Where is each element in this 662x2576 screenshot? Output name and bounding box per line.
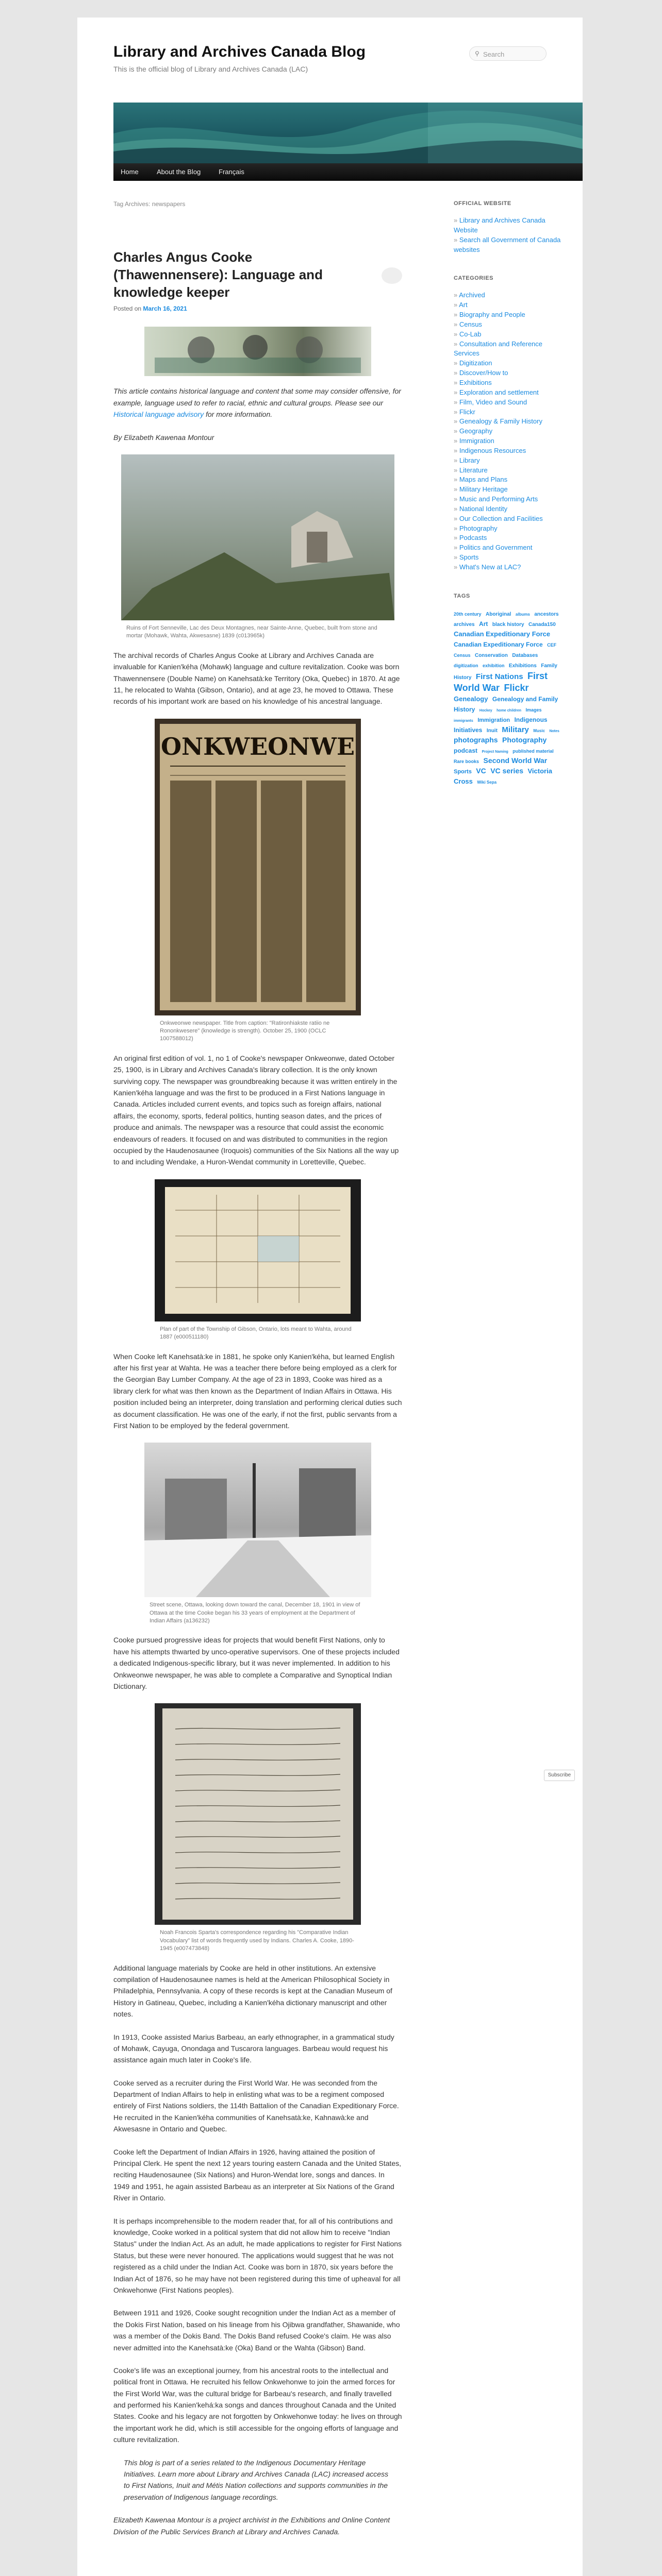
category-label: Literature xyxy=(459,466,488,474)
tag-link[interactable]: Victoria Cross xyxy=(454,767,552,785)
category-item[interactable] xyxy=(454,291,562,300)
category-item[interactable] xyxy=(454,378,562,388)
paragraph-2: An original first edition of vol. 1, no 1 of Cooke's newspaper Onkweonwe, dated October 25, 1900, is in Library and Archives Canada's library collection. It is the only known surviving copy. The newspaper was groundbreaking because it was written entirely in the Kanien'kéha language and was the first to be produced in a First Nations language in Canada. Articles included current events, and topics such as foreign affairs, national affairs, the economy, sports, federal politics, hunting season dates, and the prices of produce and animals. The newspaper was a resource that could assist the economic endeavours of readers. It focused on and was distributed to communities in the region occupied by the Haudenosaunee (Iroquois) communities of the Six Nations all the way up to and including Wendake, a Huron-Wendat community in Loretteville, Quebec. xyxy=(113,1054,399,1166)
category-label: Music and Performing Arts xyxy=(459,495,538,503)
tag-link[interactable]: black history xyxy=(492,621,524,628)
paragraph-9: It is perhaps incomprehensible to the modern reader that, for all of his contributions and knowledge, Cooke worked in a political system that did not allow him to receive "Indian Status" under the Indian Act. As an adult, he made applications to register for First Nations Status, but these were never honoured. The applications would suggest that he was not registered as a child under the Indian Act. Cooke was born in 1870, six years before the Indian Act of 1876, so he may have not been registered during this time of upheaval for all Onkwehonwe (First Nations peoples). xyxy=(113,2216,402,2294)
comment-bubble-icon[interactable] xyxy=(382,267,402,284)
banner-image xyxy=(113,103,583,163)
category-item[interactable] xyxy=(454,408,562,417)
paragraph-10: Between 1911 and 1926, Cooke sought recognition under the Indian Act as a member of the Dokis First Nation, based on his lineage from his Ojibwa grandfather, Shawanide, who was a member of the Dokis Band. The Dokis Band refused Cooke's claim. He was also never admitted into the Kanehsatà:ke (Oka) Band or the Wahta (Gibson) Band. xyxy=(113,2309,400,2352)
category-item[interactable] xyxy=(454,475,562,485)
tag-link[interactable]: Immigration xyxy=(477,717,510,723)
tag-link[interactable]: Inuit xyxy=(486,727,498,734)
category-label: Politics and Government xyxy=(459,544,533,552)
fort-senneville-image[interactable] xyxy=(121,454,394,620)
category-item[interactable] xyxy=(454,485,562,495)
tag-link[interactable]: Wiki Sepa xyxy=(477,779,497,785)
search-placeholder: Search xyxy=(483,50,505,58)
figure-gibson-plan xyxy=(155,1179,361,1342)
tag-cloud xyxy=(454,608,562,787)
tag-link[interactable]: immigrants xyxy=(454,719,473,723)
category-label: Podcasts xyxy=(459,534,487,542)
category-label: Exploration and settlement xyxy=(459,388,539,396)
post-meta xyxy=(113,305,402,312)
post-date[interactable]: March 16, 2021 xyxy=(143,305,187,313)
category-label: Immigration xyxy=(459,437,494,445)
category-label: Our Collection and Facilities xyxy=(459,514,543,522)
disclaimer xyxy=(113,385,402,420)
caption-correspondence: Noah Francois Sparta's correspondence regarding his "Comparative Indian Vocabulary" list of words frequently used by Indians. Charles A. Cooke, 1890-1945 (e007473848) xyxy=(160,1929,354,1952)
tag-link[interactable]: 20th century xyxy=(454,611,482,617)
portrait-banner-image xyxy=(144,327,371,376)
tag-link[interactable]: Music xyxy=(533,728,545,733)
main-content xyxy=(113,200,402,2549)
sidebar xyxy=(454,200,562,787)
category-label: Art xyxy=(459,301,468,309)
category-item[interactable] xyxy=(454,359,562,368)
tag-link[interactable]: Second World War xyxy=(483,756,548,765)
category-item[interactable] xyxy=(454,446,562,456)
svg-text:ONKWEONWE: ONKWEONWE xyxy=(160,732,355,760)
category-item[interactable] xyxy=(454,340,562,359)
category-label: Discover/How to xyxy=(459,369,508,377)
category-label: Consultation and Reference Services xyxy=(454,340,543,358)
tag-link[interactable]: Family History xyxy=(454,663,557,681)
category-item[interactable] xyxy=(454,533,562,543)
paragraph-3: When Cooke left Kanehsatà:ke in 1881, he spoke only Kanien'kéha, but learned English after his first year at Wahta. He was a teacher there before being employed as a clerk for the Georgian Bay Lumber Company. At the age of 23 in 1893, Cooke was hired as a library clerk for what was then known as the Department of Indian Affairs in Ottawa. His position included being an interpreter, doing translation and performing clerical duties such as document classification. He was one of the early, if not the first, public servants from a First Nation to be employed by the federal government. xyxy=(113,1352,402,1430)
category-label: Indigenous Resources xyxy=(459,446,526,454)
tag-link[interactable]: Genealogy and Family History xyxy=(454,695,558,713)
tag-link[interactable]: published material xyxy=(512,748,554,754)
figure-ottawa-street xyxy=(144,1443,371,1625)
nav-home[interactable]: Home xyxy=(121,168,139,176)
caption-ottawa-street: Street scene, Ottawa, looking down toward the canal, December 18, 1901 in view of Ottawa at the time Cooke began his 33 years of employment at the Department of Indian Affairs (a136232) xyxy=(150,1602,360,1624)
tag-link[interactable]: Databases xyxy=(512,652,538,658)
official-link[interactable] xyxy=(454,235,562,255)
category-label: Exhibitions xyxy=(459,378,492,386)
tag-link[interactable]: Military xyxy=(502,725,529,734)
tag-link[interactable]: VC xyxy=(476,766,486,775)
category-item[interactable] xyxy=(454,504,562,514)
tag-link[interactable]: Canadian Expeditionary Force xyxy=(454,630,551,638)
tag-link[interactable]: First World War xyxy=(454,670,548,693)
official-website-title: OFFICIAL WEBSITE xyxy=(454,200,511,207)
category-label: Digitization xyxy=(459,359,492,367)
tag-link[interactable]: Conservation xyxy=(474,652,508,658)
tag-link[interactable]: archives xyxy=(454,621,475,628)
gibson-plan-image[interactable] xyxy=(155,1179,361,1321)
subscribe-button[interactable]: Subscribe xyxy=(544,1770,575,1781)
categories-title: CATEGORIES xyxy=(454,275,493,282)
category-item[interactable] xyxy=(454,436,562,446)
tag-link[interactable]: Canada150 xyxy=(528,621,556,628)
category-item[interactable] xyxy=(454,543,562,553)
category-label: Census xyxy=(459,320,482,328)
paragraph-4-text: Cooke pursued progressive ideas for projects that would benefit First Nations, only to have his attempts thwarted by unco-operative supervisors. One of these projects included a dedicated Indigenous-specific library, but it was never implemented. In addition to his Onkweonwe newspaper, he was able to complete a Comparative and Synoptical Indian Dictionary. xyxy=(113,1636,400,1691)
tag-link[interactable]: podcast xyxy=(454,747,478,754)
category-label: Photography xyxy=(459,524,498,532)
main-nav xyxy=(113,163,583,181)
category-item[interactable] xyxy=(454,320,562,330)
category-item[interactable] xyxy=(454,466,562,476)
figure-banner-portraits xyxy=(144,327,371,376)
category-item[interactable] xyxy=(454,310,562,320)
tag-link[interactable]: Hockey xyxy=(479,708,492,713)
caption-onkweonwe: Onkweonwe newspaper. Title from caption: "Ratironhiakste ratiio ne Rononkwesere" (knowledge is strength). October 25, 1900 (OCLC 1007588012) xyxy=(160,1020,330,1042)
tag-link[interactable]: digitization xyxy=(454,663,478,668)
caption-fort-senneville: Ruins of Fort Senneville, Lac des Deux Montagnes, near Sainte-Anne, Quebec, built from stone and mortar (Mohawk, Wahta, Akwesasne) 1839 (c013965k) xyxy=(126,624,377,639)
category-item[interactable] xyxy=(454,495,562,504)
tag-link[interactable]: Aboriginal xyxy=(485,611,511,617)
categories-list xyxy=(454,291,562,572)
nav-about[interactable]: About the Blog xyxy=(157,168,201,176)
site-description: This is the official blog of Library and Archives Canada (LAC) xyxy=(113,65,308,73)
category-item[interactable] xyxy=(454,398,562,408)
disclaimer-text: This article contains historical language and content that some may consider offensive, for example, language used to refer to racial, ethnic and cultural groups. Please see our xyxy=(113,387,401,407)
tag-link[interactable]: exhibition xyxy=(482,663,505,668)
tags-title: TAGS xyxy=(454,592,470,599)
category-item[interactable] xyxy=(454,388,562,398)
category-label: Library xyxy=(459,456,480,464)
official-link-label: Search all Government of Canada websites xyxy=(454,235,561,253)
category-label: Genealogy & Family History xyxy=(459,417,542,426)
category-label: Biography and People xyxy=(459,311,525,319)
tag-link[interactable]: Flickr xyxy=(504,682,529,693)
figure-fort-senneville xyxy=(121,454,394,640)
category-label: What's New at LAC? xyxy=(459,563,521,571)
category-label: Film, Video and Sound xyxy=(459,398,527,406)
paragraph-7: Cooke served as a recruiter during the First World War. He was seconded from the Department of Indian Affairs to help in enlisting what was to be a regiment composed entirely of First Nations soldiers, the 114th Battalion of the Canadian Expeditionary Force. He recruited in the Kanien'kéha communities of Kanehsatà:ke, Kahnawà:ke and Akwesasne in Ontario and Quebec. xyxy=(113,2078,399,2133)
tag-link[interactable]: ancestors xyxy=(534,611,559,617)
category-label: Archived xyxy=(459,291,485,299)
category-item[interactable] xyxy=(454,514,562,524)
paragraph-1: The archival records of Charles Angus Cooke at Library and Archives Canada are invaluable for Kanien'kéha (Mohawk) language and culture revitalization. Cooke was born Thawennensere (Double Name) on Kanehsatà:ke Territory (Oka, Quebec) in 1870. At age 11, he relocated to Wahta (Gibson, Ontario), and at age 23, he moved to Ottawa. These records of his important work are based on his knowledge of his ancestral language. xyxy=(113,651,400,706)
paragraph-5: Additional language materials by Cooke are held in other institutions. An extensive compilation of Haudenosaunee names is held at the American Philosophical Society in Philadelphia, Pennsylvania. A copy of these records is kept at the Canadian Museum of History in Gatineau, Quebec, including a Kanien'kéha dictionary manuscript and other notes. xyxy=(113,1963,392,2019)
tag-link[interactable]: Project Naming xyxy=(482,750,508,754)
tag-link[interactable]: Photography xyxy=(502,735,547,744)
category-item[interactable] xyxy=(454,553,562,563)
posted-label: Posted on xyxy=(113,305,142,313)
author-note: Elizabeth Kawenaa Montour is a project archivist in the Exhibitions and Online Content Division of the Public Services Branch at Library and Archives Canada. xyxy=(113,2516,390,2536)
tag-link[interactable]: home children xyxy=(496,708,521,713)
disclaimer-text-end: for more information. xyxy=(205,410,273,419)
category-label: National Identity xyxy=(459,504,508,513)
tag-link[interactable]: First Nations xyxy=(475,672,523,681)
paragraph-8: Cooke left the Department of Indian Affairs in 1926, having attained the position of Principal Clerk. He spent the next 12 years touring eastern Canada and the United States, reciting Haudenosaunee (Six Nations) and Huron-Wendat lore, songs and dances. In 1949 and 1951, he again assisted Barbeau as an interpreter at Six Nations of the Grand River in Ontario. xyxy=(113,2147,401,2202)
tag-link[interactable]: Exhibitions xyxy=(508,663,537,669)
category-label: Military Heritage xyxy=(459,485,508,494)
page xyxy=(77,18,583,2576)
search-input[interactable] xyxy=(469,46,547,61)
category-item[interactable] xyxy=(454,330,562,340)
search-icon: ⚲ xyxy=(475,50,479,57)
breadcrumb: Tag Archives: newspapers xyxy=(113,200,186,208)
tag-link[interactable]: Canadian Expeditionary Force xyxy=(454,640,543,648)
tag-link[interactable]: albums xyxy=(515,612,530,617)
figure-correspondence xyxy=(155,1703,361,1953)
category-item[interactable] xyxy=(454,368,562,378)
category-label: Maps and Plans xyxy=(459,476,508,484)
tag-link[interactable]: Sports xyxy=(454,768,472,775)
tag-link[interactable]: photographs xyxy=(454,735,498,744)
official-link-label: Library and Archives Canada Website xyxy=(454,216,545,234)
category-label: Co-Lab xyxy=(459,330,482,338)
header-banner xyxy=(113,103,583,163)
tag-link[interactable]: Images xyxy=(525,707,542,713)
site-title[interactable]: Library and Archives Canada Blog xyxy=(113,43,366,60)
tag-link[interactable]: Notes xyxy=(549,729,559,733)
tag-link[interactable]: CEF xyxy=(547,642,557,648)
category-item[interactable] xyxy=(454,524,562,534)
nav-francais[interactable]: Français xyxy=(219,168,244,176)
tag-link[interactable]: Indigenous Initiatives xyxy=(454,716,548,734)
tag-link[interactable]: Census xyxy=(454,652,471,658)
category-item[interactable] xyxy=(454,563,562,572)
tag-link[interactable]: Art xyxy=(479,620,488,628)
byline: By Elizabeth Kawenaa Montour xyxy=(113,433,214,442)
tag-link[interactable]: VC series xyxy=(490,766,524,775)
category-label: Geography xyxy=(459,427,493,435)
tag-link[interactable]: Genealogy xyxy=(454,694,488,703)
figure-onkweonwe xyxy=(155,719,361,1043)
category-item[interactable] xyxy=(454,456,562,466)
category-item[interactable] xyxy=(454,427,562,436)
disclaimer-link[interactable]: Historical language advisory xyxy=(113,410,204,419)
ottawa-street-image[interactable] xyxy=(144,1443,371,1597)
category-item[interactable] xyxy=(454,300,562,310)
category-label: Sports xyxy=(459,553,479,562)
paragraph-11: Cooke's life was an exceptional journey, from his ancestral roots to the intellectual and political front in Ottawa. He recruited his fellow Onkwehonwe to join the armed forces for the First World War, was the cultural bridge for Barbeau's research, and finally travelled and performed his Kanien'kehá:ka songs and dances throughout Canada and the United States. Cooke and his legacy are not forgotten by Onkwehonwe today: he lives on through the important work he did, which is still accessible for the ongoing efforts of language and culture revitalization. xyxy=(113,2366,402,2444)
paragraph-4 xyxy=(113,1634,402,1692)
category-item[interactable] xyxy=(454,417,562,427)
post-title[interactable]: Charles Angus Cooke (Thawennensere): Language and knowledge keeper xyxy=(113,249,323,300)
caption-gibson-plan: Plan of part of the Township of Gibson, Ontario, lots meant to Wahta, around 1887 (e000511180) xyxy=(160,1326,352,1341)
series-note: This blog is part of a series related to the Indigenous Documentary Heritage Initiatives. Learn more about Library and Archives Canada (LAC) increased access to First Nations, Inuit and Métis Nation collections and supports communities in the preservation of Indigenous language recordings. xyxy=(124,2458,389,2501)
official-links-list xyxy=(454,216,562,255)
paragraph-6: In 1913, Cooke assisted Marius Barbeau, an early ethnographer, in a grammatical study of Mohawk, Cayuga, Onondaga and Tuscarora languages. Barbeau would request his assistance again much later in Cooke's life. xyxy=(113,2032,394,2064)
onkweonwe-newspaper-image[interactable] xyxy=(155,719,361,1015)
correspondence-image[interactable] xyxy=(155,1703,361,1925)
official-link[interactable] xyxy=(454,216,562,235)
tag-link[interactable]: Rare books xyxy=(454,758,479,764)
category-label: Flickr xyxy=(459,408,475,416)
